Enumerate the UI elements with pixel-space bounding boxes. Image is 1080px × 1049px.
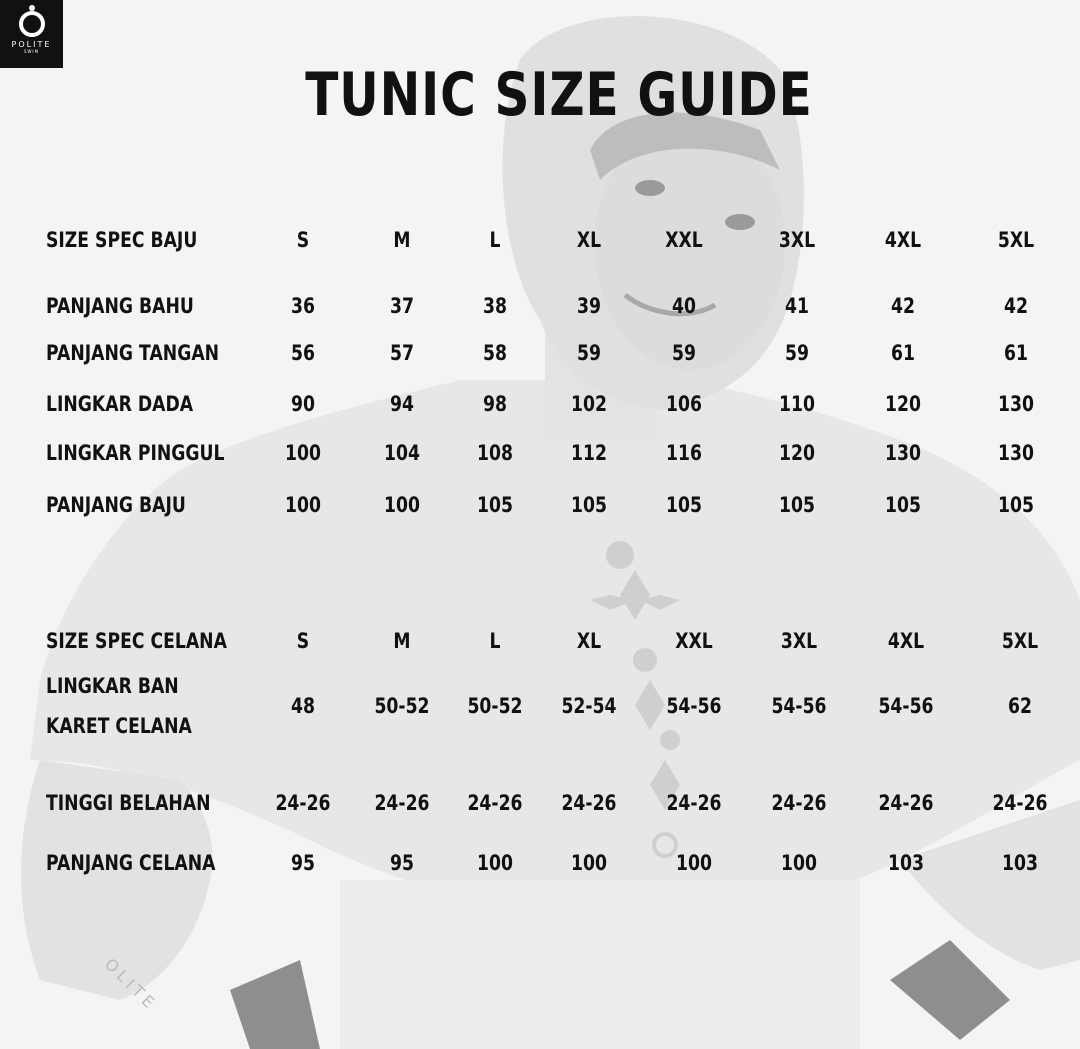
top-table-size-4xl: 4XL [884, 228, 922, 252]
top-table-cell: 104 [384, 441, 420, 465]
top-table-size-xxl: XXL [665, 228, 703, 252]
top-table-cell: 98 [483, 392, 507, 416]
bottom-table-cell: 50-52 [467, 694, 523, 718]
top-table-cell: 120 [779, 441, 815, 465]
bottom-table-cell: 24-26 [771, 791, 827, 815]
bottom-table-cell: 24-26 [878, 791, 934, 815]
bottom-table-cell: 24-26 [561, 791, 617, 815]
top-table-size-xl: XL [576, 228, 602, 252]
top-table-cell: 105 [477, 493, 513, 517]
top-table-cell: 39 [577, 294, 601, 318]
bottom-table-size-l: L [489, 629, 501, 653]
bottom-table-row-label: LINGKAR BAN [46, 674, 179, 698]
bottom-table-size-xl: XL [576, 629, 602, 653]
bottom-table-cell: 100 [477, 851, 513, 875]
top-table-cell: 41 [785, 294, 809, 318]
top-table-header: SIZE SPEC BAJU [46, 228, 198, 252]
top-table-cell: 42 [1004, 294, 1028, 318]
bottom-table-row-label: KARET CELANA [46, 714, 192, 738]
bottom-table-size-s: S [296, 629, 310, 653]
top-table-row-label: PANJANG BAJU [46, 493, 186, 517]
bottom-table-cell: 103 [888, 851, 924, 875]
top-table-cell: 116 [666, 441, 702, 465]
bottom-table-cell: 52-54 [561, 694, 617, 718]
watermark-text: OLITE [100, 954, 162, 1015]
top-table-cell: 105 [666, 493, 702, 517]
top-table-cell: 100 [285, 493, 321, 517]
brand-logo [0, 0, 63, 68]
top-table-cell: 38 [483, 294, 507, 318]
top-table-cell: 105 [885, 493, 921, 517]
brand-name: POLITE [11, 40, 52, 49]
bottom-table-cell: 100 [781, 851, 817, 875]
top-table-cell: 61 [1004, 341, 1028, 365]
top-table-row-label: LINGKAR DADA [46, 392, 194, 416]
bottom-table-size-4xl: 4XL [887, 629, 925, 653]
top-table-cell: 94 [390, 392, 414, 416]
bottom-table-row-label: TINGGI BELAHAN [46, 791, 211, 815]
bottom-table-cell: 95 [291, 851, 315, 875]
top-table-cell: 40 [672, 294, 696, 318]
bottom-table-size-3xl: 3XL [780, 629, 818, 653]
top-table-row-label: PANJANG BAHU [46, 294, 194, 318]
bottom-table-header: SIZE SPEC CELANA [46, 629, 227, 653]
bottom-table-row-label: PANJANG CELANA [46, 851, 216, 875]
top-table-cell: 112 [571, 441, 607, 465]
top-table-cell: 106 [666, 392, 702, 416]
top-table-cell: 110 [779, 392, 815, 416]
top-table-cell: 130 [885, 441, 921, 465]
bottom-table-cell: 54-56 [771, 694, 827, 718]
bottom-table-cell: 24-26 [666, 791, 722, 815]
bottom-table-cell: 24-26 [467, 791, 523, 815]
top-table-cell: 120 [885, 392, 921, 416]
bottom-table-cell: 54-56 [878, 694, 934, 718]
top-table-size-s: S [296, 228, 310, 252]
top-table-cell: 105 [998, 493, 1034, 517]
top-table-cell: 37 [390, 294, 414, 318]
top-table-cell: 102 [571, 392, 607, 416]
bottom-table-cell: 50-52 [374, 694, 430, 718]
bottom-table-size-5xl: 5XL [1001, 629, 1039, 653]
top-table-size-5xl: 5XL [997, 228, 1035, 252]
bottom-table-size-m: M [393, 629, 411, 653]
top-table-cell: 105 [779, 493, 815, 517]
bottom-table-cell: 24-26 [275, 791, 331, 815]
logo-icon [17, 4, 47, 38]
top-table-cell: 56 [291, 341, 315, 365]
top-table-cell: 100 [285, 441, 321, 465]
bottom-table-cell: 24-26 [992, 791, 1048, 815]
top-table-cell: 130 [998, 392, 1034, 416]
top-table-cell: 59 [577, 341, 601, 365]
top-table-cell: 58 [483, 341, 507, 365]
top-table-size-3xl: 3XL [778, 228, 816, 252]
brand-sub: SWIM [23, 49, 40, 54]
bottom-table-cell: 54-56 [666, 694, 722, 718]
bottom-table-cell: 103 [1002, 851, 1038, 875]
top-table-cell: 108 [477, 441, 513, 465]
top-table-row-label: PANJANG TANGAN [46, 341, 220, 365]
bottom-table-cell: 100 [571, 851, 607, 875]
bottom-table-cell: 62 [1008, 694, 1032, 718]
bottom-table-cell: 48 [291, 694, 315, 718]
top-table-cell: 130 [998, 441, 1034, 465]
bottom-table-cell: 95 [390, 851, 414, 875]
top-table-size-m: M [393, 228, 411, 252]
top-table-cell: 42 [891, 294, 915, 318]
top-table-cell: 59 [672, 341, 696, 365]
top-table-cell: 36 [291, 294, 315, 318]
bottom-table-cell: 24-26 [374, 791, 430, 815]
bottom-table-cell: 100 [676, 851, 712, 875]
top-table-size-l: L [489, 228, 501, 252]
top-table-cell: 105 [571, 493, 607, 517]
top-table-cell: 57 [390, 341, 414, 365]
top-table-cell: 61 [891, 341, 915, 365]
top-table-cell: 100 [384, 493, 420, 517]
top-table-row-label: LINGKAR PINGGUL [46, 441, 225, 465]
bottom-table-size-xxl: XXL [675, 629, 713, 653]
page-title: TUNIC SIZE GUIDE [305, 60, 813, 130]
top-table-cell: 90 [291, 392, 315, 416]
top-table-cell: 59 [785, 341, 809, 365]
